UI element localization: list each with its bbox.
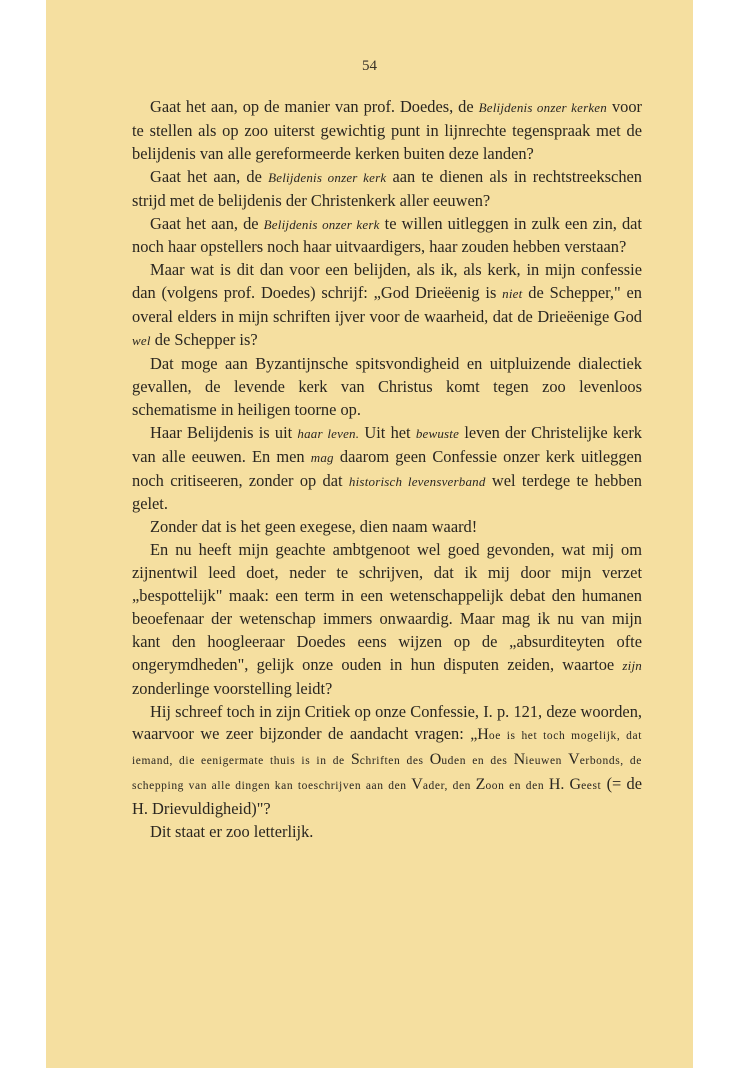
italic-phrase: Belijdenis onzer kerk [268,169,387,185]
paragraph-10: Dit staat er zoo letterlijk. [150,822,314,842]
italic-word: wel [132,333,151,349]
page-number: 54 [362,58,377,74]
small-caps-quote: „Hoe is het toch mogelijk, dat iemand, die eenigermate thuis is in de Schriften des Ouden en des Nieuwen Verbonds, de schepping van alle dingen kan toeschrijven aan den Vader, den Zoon en den H. Geest (= de H. Drievuldigheid)"? [132,726,643,819]
italic-word: niet [502,286,523,302]
paragraph-7: Zonder dat is het geen exegese, dien naam waard! [150,517,478,537]
italic-word: bewuste [415,425,460,441]
paragraph-3: Gaat het aan, de Belijdenis onzer kerk te willen uitleggen in zulk een zin, dat noch haar opstellers noch haar uitvaardigers, haar zouden hebben verstaan? [132,213,642,257]
italic-phrase: haar leven. [297,425,360,441]
paragraph-8: En nu heeft mijn geachte ambtgenoot wel goed gevonden, wat mij om zijnentwil leed doet, neder te schrijven, dat ik mij door mijn verzet „bespottelijk" maak: een term in een wetenschappelijk debat den humanen beoefenaar der wetenschap immers onwaardig. Maar mag ik nu van mijn kant den hoogleeraar Doedes eens wijzen op de „absurditeyten ofte ongerymdheden", gelijk onze ouden in hun disputen zeiden, waartoe zijn zonderlinge voorstelling leidt? [132,540,642,698]
paragraph-1: Gaat het aan, op de manier van prof. Doedes, de Belijdenis onzer kerken voor te stellen als op zoo uiterst gewichtig punt in lijnrechte tegenspraak met de belijdenis van alle gereformeerde kerken buiten deze landen? [132,97,642,163]
italic-phrase: historisch levensverband [348,473,486,489]
paragraph-6: Haar Belijdenis is uit haar leven. Uit het bewuste leven der Christelijke kerk van alle eeuwen. En men mag daarom geen Confessie onzer kerk uitleggen noch critiseeren, zonder op dat historisch levensverband wel terdege te hebben gelet. [132,422,642,514]
paragraph-4: Maar wat is dit dan voor een belijden, als ik, als kerk, in mijn confessie dan (volgens prof. Doedes) schrijf: „God Drieëenig is niet de Schepper," en overal elders in mijn schriften ijver voor de waarheid, dat de Drieëenige God wel de Schepper is? [132,260,642,350]
italic-phrase: Belijdenis onzer kerk [263,216,380,232]
italic-phrase: Belijdenis onzer kerken [478,100,607,115]
book-page [46,0,693,1068]
paragraph-9: Hij schreef toch in zijn Critiek op onze Confessie, I. p. 121, deze woorden, waarvoor we zeer bijzonder de aandacht vragen: „Hoe is het toch mogelijk, dat iemand, die eenigermate thuis is in de Schriften des Ouden en des Nieuwen Verbonds, de schepping van alle dingen kan toeschrijven aan den Vader, den Zoon en den H. Geest (= de H. Drievuldigheid)"? [132,701,643,819]
italic-word: zijn [622,657,642,673]
italic-word: mag [310,449,334,465]
paragraph-2: Gaat het aan, de Belijdenis onzer kerk aan te dienen als in rechtstreekschen strijd met de belijdenis der Christenkerk aller eeuwen? [132,166,642,210]
body-text [132,96,642,844]
paragraph-5: Dat moge aan Byzantijnsche spitsvondigheid en uitpluizende dialectiek gevallen, de levende kerk van Christus komt tegen zoo levenloos schematisme in heiligen toorne op. [132,353,642,419]
